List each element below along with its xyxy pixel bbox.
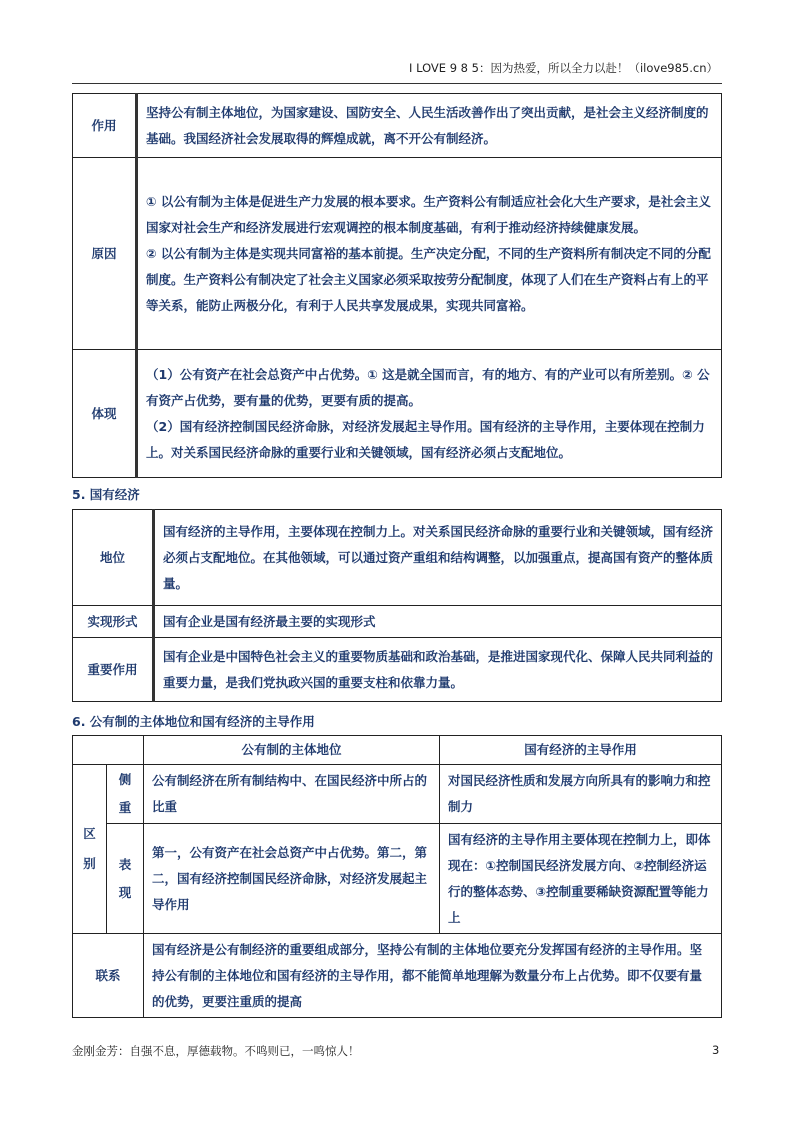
table-row — [73, 510, 722, 606]
row-label-manifestation: 体现 — [73, 350, 137, 478]
table-row — [73, 94, 722, 158]
table-state-economy — [72, 509, 722, 702]
column-header-state: 国有经济的主导作用 — [440, 736, 722, 765]
table-row — [73, 350, 722, 478]
section-5-title: 5. 国有经济 — [72, 487, 140, 502]
table-public-ownership — [72, 93, 722, 478]
row-label-form: 实现形式 — [73, 606, 154, 638]
table-comparison — [72, 735, 722, 1018]
emphasis-state-text: 对国民经济性质和发展方向所具有的影响力和控制力 — [440, 765, 722, 824]
expression-public-text: 第一，公有资产在社会总资产中占优势。第二，第二，国有经济控制国民经济命脉，对经济发展起主导作用 — [144, 824, 440, 934]
table-row — [73, 736, 722, 765]
row-label-emphasis: 侧重 — [118, 772, 132, 815]
table-row — [73, 606, 722, 638]
row-label-expression: 表现 — [118, 856, 132, 900]
table-row — [73, 765, 722, 824]
row-label-status: 地位 — [73, 510, 154, 606]
footer-motto: 金刚金芳：自强不息，厚德载物。不鸣则已，一鸣惊人！ — [72, 1044, 360, 1058]
emphasis-public-text: 公有制经济在所有制结构中、在国民经济中所占的比重 — [144, 765, 440, 824]
manifestation-text-1: （1）公有资产在社会总资产中占优势。① 这是就全国而言，有的地方、有的产业可以有所差别。② 公有资产占优势，要有量的优势，更要有质的提高。 — [146, 366, 710, 408]
reason-text-1: ① 以公有制为主体是促进生产力发展的根本要求。生产资料公有制适应社会化大生产要求，是社会主义国家对社会生产和经济发展进行宏观调控的根本制度基础，有利于推动经济持续健康发展。 — [146, 193, 711, 235]
manifestation-text-2: （2）国有经济控制国民经济命脉，对经济发展起主导作用。国有经济的主导作用，主要体现在控制力上。对关系国民经济命脉的重要行业和关键领域，国有经济必须占支配地位。 — [146, 418, 705, 460]
form-text: 国有企业是国有经济最主要的实现形式 — [154, 606, 722, 638]
row-label-function: 重要作用 — [73, 638, 154, 702]
expression-state-text: 国有经济的主导作用主要体现在控制力上，即体现在：①控制国民经济发展方向、②控制经济运行的整体态势、③控制重要稀缺资源配置等能力上 — [440, 824, 722, 934]
page-number: 3 — [712, 1043, 720, 1057]
group-label-difference: 区别 — [83, 826, 96, 871]
status-text: 国有经济的主导作用，主要体现在控制力上。对关系国民经济命脉的重要行业和关键领域，国有经济必须占支配地位。在其他领域，可以通过资产重组和结构调整，以加强重点，提高国有资产的整体质量。 — [154, 510, 722, 606]
row-label-link: 联系 — [73, 934, 144, 1018]
reason-text-2: ② 以公有制为主体是实现共同富裕的基本前提。生产决定分配，不同的生产资料所有制决定不同的分配制度。生产资料公有制决定了社会主义国家必须采取按劳分配制度，体现了人们在生产资料占有上的平等关系，能防止两极分化，有利于人民共享发展成果，实现共同富裕。 — [146, 245, 711, 313]
table-row — [73, 638, 722, 702]
link-text: 国有经济是公有制经济的重要组成部分，坚持公有制的主体地位要充分发挥国有经济的主导作用。坚持公有制的主体地位和国有经济的主导作用，都不能简单地理解为数量分布上占优势。即不仅要有量的优势，更要注重质的提高 — [144, 934, 722, 1018]
header-rule — [72, 83, 722, 84]
row-label-role: 作用 — [73, 94, 137, 158]
page-header: I LOVE 9 8 5：因为热爱，所以全力以赴！（ilove985.cn） — [409, 61, 718, 75]
row-label-reason: 原因 — [73, 158, 137, 350]
function-text: 国有企业是中国特色社会主义的重要物质基础和政治基础，是推进国家现代化、保障人民共同利益的重要力量，是我们党执政兴国的重要支柱和依靠力量。 — [154, 638, 722, 702]
role-text: 坚持公有制主体地位，为国家建设、国防安全、人民生活改善作出了突出贡献，是社会主义经济制度的基础。我国经济社会发展取得的辉煌成就，离不开公有制经济。 — [146, 104, 709, 146]
column-header-public: 公有制的主体地位 — [144, 736, 440, 765]
section-6-title: 6. 公有制的主体地位和国有经济的主导作用 — [72, 714, 315, 729]
table-row — [73, 934, 722, 1018]
table-row — [73, 824, 722, 934]
table-row — [73, 158, 722, 350]
